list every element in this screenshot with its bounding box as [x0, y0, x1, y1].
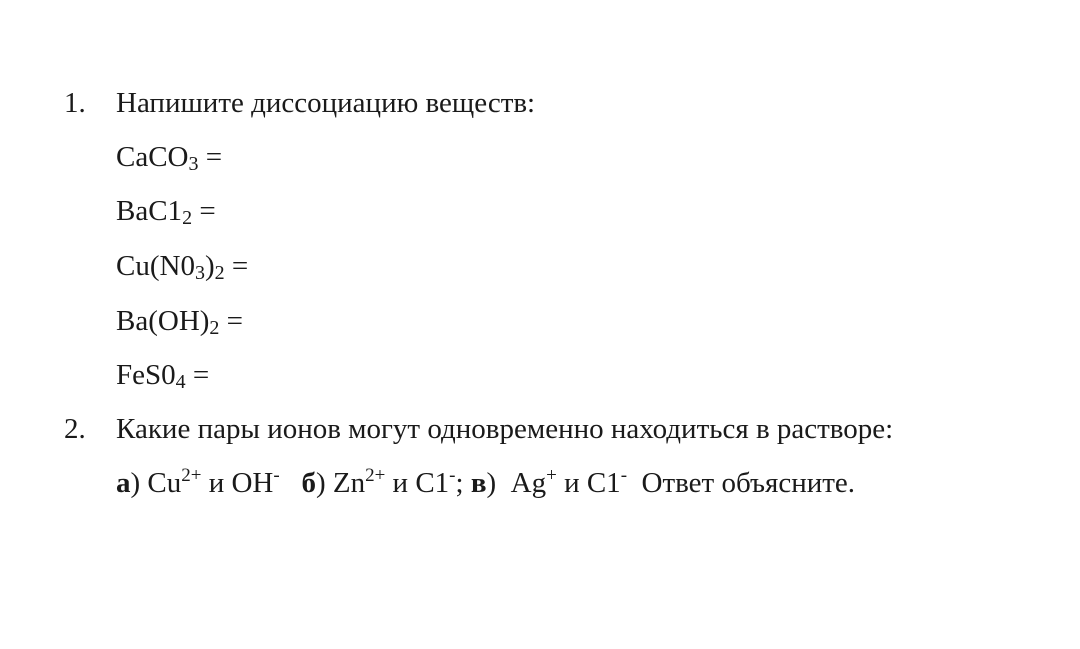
formula-caco3 [116, 140, 222, 174]
item-2-text: Какие пары ионов могут одновременно находиться в растворе: [116, 413, 894, 445]
formula-equals: = [185, 359, 210, 391]
formula-base: Cu(N0 [116, 250, 195, 282]
option-a-ion2: и OH [201, 467, 274, 499]
charge-superscript: - [449, 465, 456, 486]
formula-cuno32 [116, 249, 248, 283]
formula-bacl2 [116, 194, 216, 228]
formula-subscript: 2 [214, 262, 225, 284]
option-b-ion2: и C1 [385, 467, 450, 499]
item-1-number: 1. [64, 87, 86, 119]
formula-baoh2 [116, 304, 243, 338]
formula-subscript: 3 [194, 262, 205, 284]
separator: ; [455, 467, 464, 499]
formula-equals: = [192, 195, 216, 227]
formula-subscript: 2 [209, 317, 220, 339]
formula-equals: = [219, 305, 244, 337]
formula-base: BaC1 [116, 195, 183, 227]
charge-superscript: - [620, 465, 628, 486]
formula-base: FeS0 [116, 359, 176, 391]
option-a-ion: ) Cu [130, 467, 182, 499]
charge-superscript: - [273, 465, 280, 486]
charge-superscript: 2+ [181, 465, 202, 486]
formula-equals: = [224, 250, 249, 282]
option-b-ion: ) Zn [315, 467, 366, 499]
formula-equals: = [198, 141, 223, 173]
formula-subscript: 2 [182, 207, 193, 229]
item-1-text: Напишите диссоциацию веществ: [116, 87, 536, 119]
formula-base: CaCO [116, 141, 189, 173]
option-a-label: а [116, 467, 131, 499]
option-b-label: б [301, 467, 316, 499]
ion-pairs-line [116, 466, 855, 500]
formula-paren: ) [204, 250, 215, 282]
item-2-number: 2. [64, 413, 86, 445]
option-c-ion: ) Ag [486, 467, 547, 499]
option-c-label: в [470, 467, 487, 499]
charge-superscript: + [546, 465, 557, 486]
explain-instruction: Ответ объясните. [627, 467, 856, 499]
option-c-ion2: и C1 [556, 467, 621, 499]
formula-base: Ba(OH) [116, 305, 210, 337]
formula-subscript: 3 [188, 153, 199, 175]
formula-feso4 [116, 358, 209, 392]
charge-superscript: 2+ [365, 465, 386, 486]
formula-subscript: 4 [175, 371, 186, 393]
